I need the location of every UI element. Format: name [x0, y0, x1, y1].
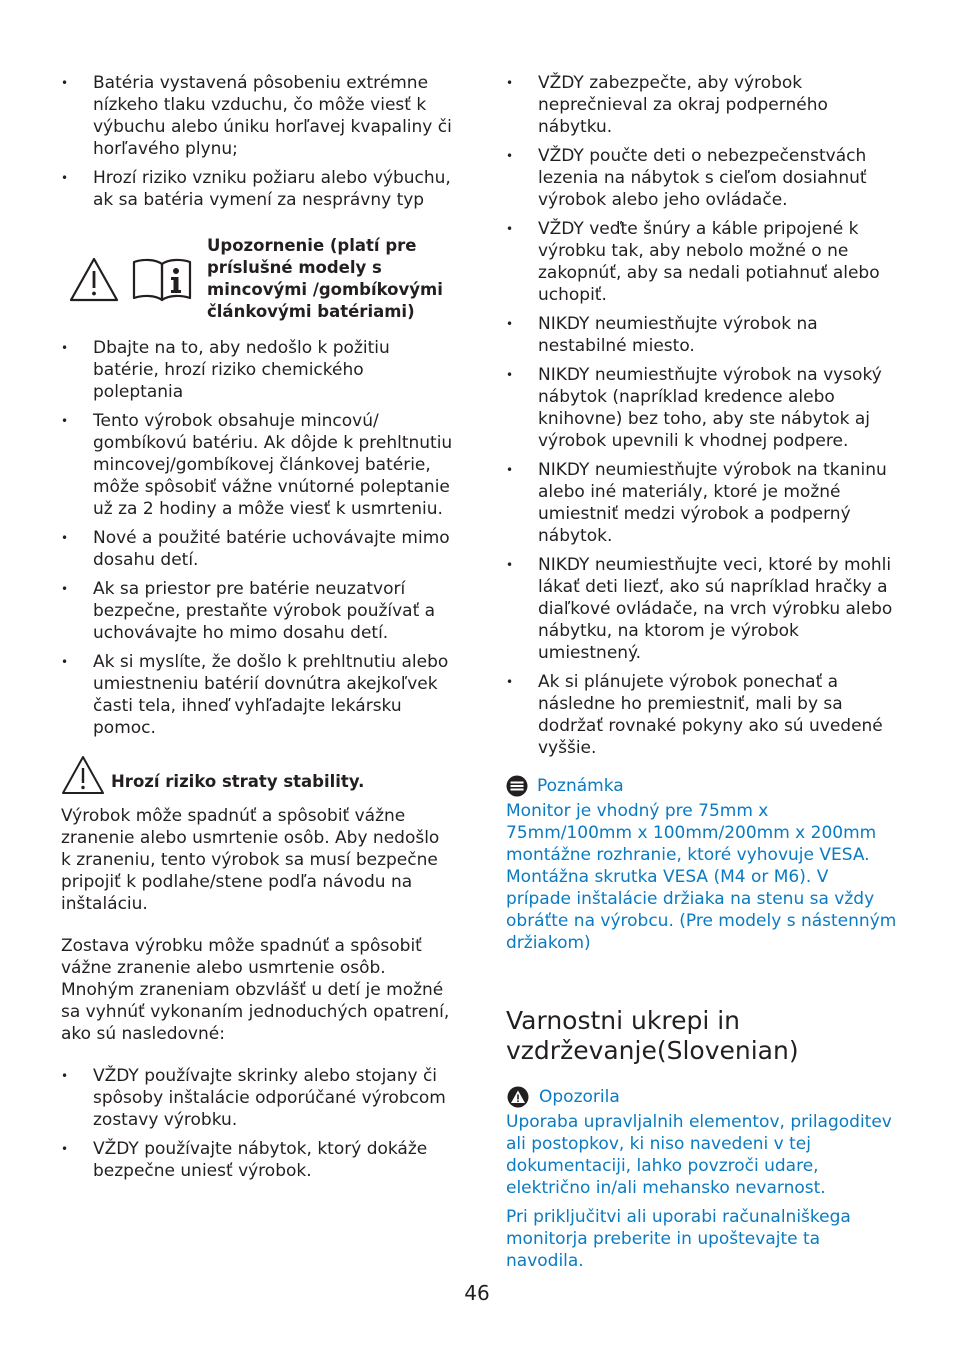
warning-header [506, 1086, 898, 1108]
stability-paragraph: Výrobok môže spadnúť a spôsobiť vážne zranenie alebo usmrtenie osôb. Aby nedošlo k zraneniu, tento výrobok sa musí bezpečne pripojiť k podlahe/stene podľa návodu na inštaláciu. [61, 806, 440, 914]
list-item: • VŽDY používajte nábytok, ktorý dokáže bezpečne uniesť výrobok. [61, 1138, 453, 1182]
list-item: • Hrozí riziko vzniku požiaru alebo výbuchu, ak sa batéria vymení za nesprávny typ [61, 167, 453, 211]
list-item: • Ak sa priestor pre batérie neuzatvorí bezpečne, prestaňte výrobok používať a uchovávajte ho mimo dosahu detí. [61, 578, 453, 644]
warning-label: Opozorila [539, 1087, 620, 1107]
note-label: Poznámka [537, 776, 624, 796]
list-item: • Ak si plánujete výrobok ponechať a následne ho premiestniť, mali by sa dodržať rovnaké pokyny ako sú uvedené vyššie. [506, 671, 898, 759]
battery-hazard-list [61, 72, 453, 211]
furniture-list [61, 1065, 453, 1182]
list-item: • NIKDY neumiestňujte výrobok na tkaninu alebo iné materiály, ktoré je možné umiestniť medzi výrobok a podperný nábytok. [506, 459, 898, 547]
battery-warning-title: Upozornenie (platí pre príslušné modely s mincovými /gombíkovými článkovými batériami) [207, 236, 443, 321]
note-icon [506, 775, 528, 797]
battery-warning-list [61, 337, 453, 739]
warning-filled-icon [506, 1086, 530, 1108]
note-header [506, 775, 898, 797]
note-text: Monitor je vhodný pre 75mm x 75mm/100mm x 100mm/200mm x 200mm montážne rozhranie, ktoré vyhovuje VESA. Montážna skrutka VESA (M4 or M6). V prípade inštalácie držiaka na stenu sa vždy obráťte na výrobcu. (Pre modely s nástenným držiakom) [506, 801, 897, 953]
page-number: 46 [464, 1281, 490, 1305]
stability-list [506, 72, 898, 759]
list-item: • NIKDY neumiestňujte veci, ktoré by mohli lákať deti liezť, ako sú napríklad hračky a diaľkové ovládače, na vrch výrobku alebo nábytku, na ktorom je výrobok umiestnený. [506, 554, 898, 664]
left-column [61, 72, 453, 1189]
battery-warning-box [69, 235, 453, 323]
warning-triangle-icon [69, 256, 119, 302]
list-item: • Dbajte na to, aby nedošlo k požitiu batérie, hrozí riziko chemického poleptania [61, 337, 453, 403]
precautions-paragraph: Zostava výrobku môže spadnúť a spôsobiť vážne zranenie alebo usmrtenie osôb. Mnohým zraneniam obzvlášť u detí je možné sa vyhnúť vykonaním jednoduchých opatrení, ako sú nasledovné: [61, 936, 450, 1044]
warning-paragraph: Pri priključitvi ali uporabi računalniškega monitorja preberite in upoštevajte ta navodila. [506, 1207, 851, 1271]
list-item: • VŽDY poučte deti o nebezpečenstvách lezenia na nábytok s cieľom dosiahnuť výrobok alebo jeho ovládače. [506, 145, 898, 211]
list-item: • VŽDY zabezpečte, aby výrobok neprečnieval za okraj podperného nábytku. [506, 72, 898, 138]
list-item: • Nové a použité batérie uchovávajte mimo dosahu detí. [61, 527, 453, 571]
list-item: • VŽDY veďte šnúry a káble pripojené k výrobku tak, aby nebolo možné o ne zakopnúť, aby sa nedali potiahnuť alebo uchopiť. [506, 218, 898, 306]
stability-title: Hrozí riziko straty stability. [111, 772, 365, 791]
list-item: • Ak si myslíte, že došlo k prehltnutiu alebo umiestneniu batérií dovnútra akejkoľvek časti tela, ihneď vyhľadajte lekársku pomoc. [61, 651, 453, 739]
list-item: • VŽDY používajte skrinky alebo stojany či spôsoby inštalácie odporúčané výrobcom zostavy výrobku. [61, 1065, 453, 1131]
list-item: • NIKDY neumiestňujte výrobok na vysoký nábytok (napríklad kredence alebo knihovne) bez toho, aby ste nábytok aj výrobok upevnili k vhodnej podpere. [506, 364, 898, 452]
list-item: • NIKDY neumiestňujte výrobok na nestabilné miesto. [506, 313, 898, 357]
stability-warning [61, 755, 453, 795]
right-column [506, 72, 898, 1284]
section-title: Varnostni ukrepi in vzdrževanje(Slovenian) [506, 1006, 799, 1065]
list-item: • Batéria vystavená pôsobeniu extrémne nízkeho tlaku vzduchu, čo môže viesť k výbuchu alebo úniku horľavej kvapaliny či horľavého plynu; [61, 72, 453, 160]
warning-paragraph: Uporaba upravljalnih elementov, prilagoditev ali postopkov, ki niso navedeni v tej dokumentaciji, lahko povzroči udare, električno in/ali mehansko nevarnost. [506, 1112, 892, 1198]
manual-info-icon [131, 256, 193, 302]
list-item: • Tento výrobok obsahuje mincovú/ gombíkovú batériu. Ak dôjde k prehltnutiu mincovej/gombíkovej článkovej batérie, môže spôsobiť vážne vnútorné poleptanie už za 2 hodiny a môže viesť k usmrteniu. [61, 410, 453, 520]
warning-triangle-icon [61, 755, 105, 795]
